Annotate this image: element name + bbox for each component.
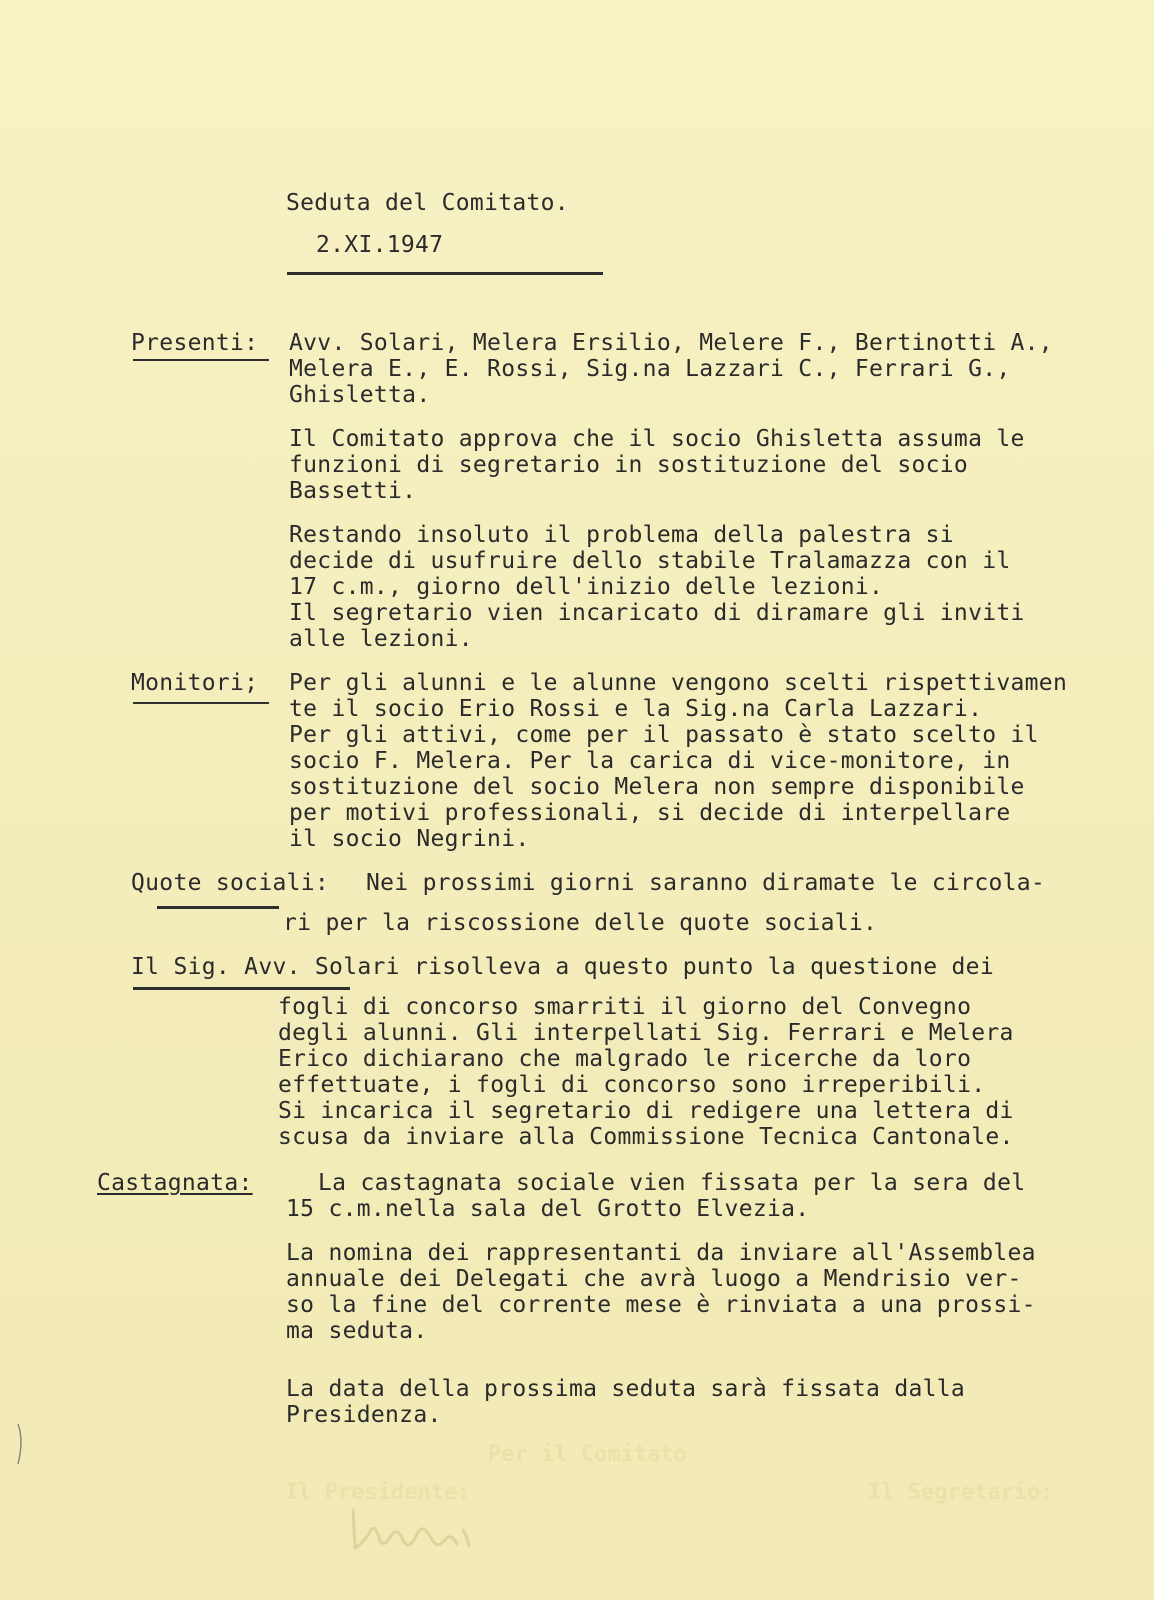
handwritten-signature xyxy=(345,1500,485,1560)
solari-line: Erico dichiarano che malgrado le ricerche da loro xyxy=(278,1046,972,1072)
solari-line: fogli di concorso smarriti il giorno del Convegno xyxy=(278,994,972,1020)
paragraph-line: alle lezioni. xyxy=(289,626,473,652)
presenti-line: Melera E., E. Rossi, Sig.na Lazzari C., Ferrari G., xyxy=(289,356,1011,382)
monitori-line: per motivi professionali, si decide di interpellare xyxy=(289,800,1011,826)
paragraph-line: Restando insoluto il problema della palestra si xyxy=(289,522,954,548)
solari-line: effettuate, i fogli di concorso sono irreperibili. xyxy=(278,1072,986,1098)
faded-segretario: Il Segretario: xyxy=(868,1480,1054,1505)
monitori-label-rule xyxy=(133,702,269,704)
paragraph-line: 17 c.m., giorno dell'inizio delle lezioni. xyxy=(289,574,884,600)
paragraph-line: Presidenza. xyxy=(286,1402,442,1428)
quote-sociali-label: Quote sociali: xyxy=(131,870,330,896)
document-title: Seduta del Comitato. xyxy=(286,190,569,216)
title-underline xyxy=(287,272,603,275)
paragraph-line: so la fine del corrente mese è rinviata a una prossi- xyxy=(286,1292,1036,1318)
monitori-line: Per gli alunni e le alunne vengono scelti rispettivamen xyxy=(289,670,1068,696)
paragraph-line: La nomina dei rappresentanti da inviare all'Assemblea xyxy=(286,1240,1036,1266)
faded-per-comitato: Per il Comitato xyxy=(488,1442,687,1467)
monitori-line: sostituzione del socio Melera non sempre disponibile xyxy=(289,774,1025,800)
presenti-line: Avv. Solari, Melera Ersilio, Melere F., Bertinotti A., xyxy=(289,330,1053,356)
quote-sociali-line: ri per la riscossione delle quote sociali. xyxy=(283,910,878,936)
presenti-line: Ghisletta. xyxy=(289,382,431,408)
quote-sociali-line: Nei prossimi giorni saranno diramate le circola- xyxy=(366,870,1046,896)
monitori-label: Monitori; xyxy=(131,670,259,696)
monitori-line: il socio Negrini. xyxy=(289,826,530,852)
presenti-label-rule xyxy=(133,359,269,361)
presenti-label: Presenti: xyxy=(131,330,259,356)
faded-presidente: Il Presidente: xyxy=(285,1480,471,1505)
castagnata-line: 15 c.m.nella sala del Grotto Elvezia. xyxy=(286,1196,810,1222)
paragraph-line: ma seduta. xyxy=(286,1318,428,1344)
castagnata-line: La castagnata sociale vien fissata per la sera del xyxy=(318,1170,1026,1196)
paragraph-line: Il segretario vien incaricato di diramare gli inviti xyxy=(289,600,1025,626)
monitori-line: Per gli attivi, come per il passato è stato scelto il xyxy=(289,722,1039,748)
castagnata-label: Castagnata: xyxy=(97,1170,253,1196)
paragraph-line: Il Comitato approva che il socio Ghisletta assuma le xyxy=(289,426,1025,452)
solari-rule xyxy=(133,987,350,990)
monitori-line: te il socio Erio Rossi e la Sig.na Carla Lazzari. xyxy=(289,696,983,722)
solari-line: degli alunni. Gli interpellati Sig. Ferrari e Melera xyxy=(278,1020,1014,1046)
solari-line: scusa da inviare alla Commissione Tecnica Cantonale. xyxy=(278,1124,1014,1150)
quote-sociali-rule xyxy=(157,906,279,909)
monitori-line: socio F. Melera. Per la carica di vice-monitore, in xyxy=(289,748,1011,774)
margin-mark xyxy=(10,1420,30,1470)
document-date: 2.XI.1947 xyxy=(316,232,444,258)
paragraph-line: decide di usufruire dello stabile Tralamazza con il xyxy=(289,548,1011,574)
paragraph-line: funzioni di segretario in sostituzione del socio xyxy=(289,452,969,478)
solari-first-line: Il Sig. Avv. Solari risolleva a questo punto la questione dei xyxy=(131,954,994,980)
paragraph-line: annuale dei Delegati che avrà luogo a Mendrisio ver- xyxy=(286,1266,1022,1292)
solari-line: Si incarica il segretario di redigere una lettera di xyxy=(278,1098,1014,1124)
paragraph-line: Bassetti. xyxy=(289,478,417,504)
paragraph-line: La data della prossima seduta sarà fissata dalla xyxy=(286,1376,966,1402)
